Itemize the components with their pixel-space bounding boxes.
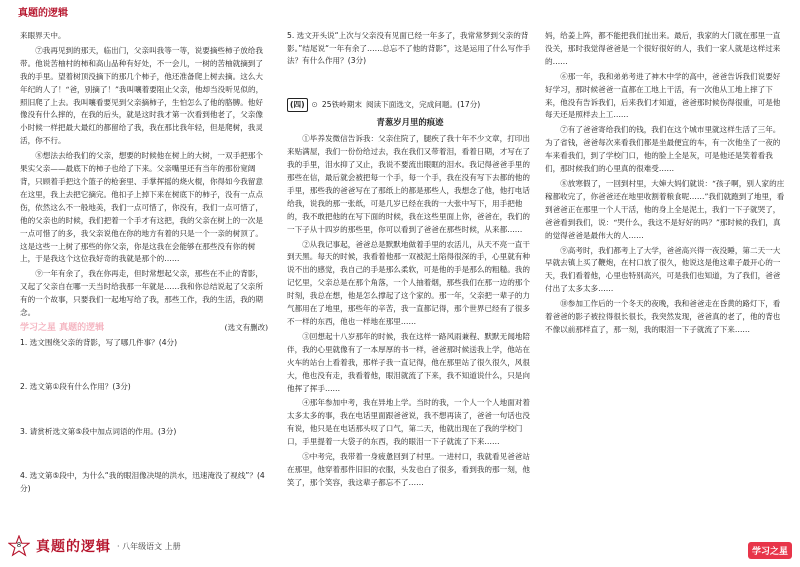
subject-label: · 八年级语文 上册 [117,541,181,551]
article-title: 青葱岁月里的痕迹 [376,117,444,128]
paragraph: ⑩参加工作后的一个冬天的夜晚，我和爸爸走在昏黄的路灯下，看着爸爸的影子被拉得很长很长，我突然发现，爸爸真的老了，他的背也不像以前那样直了，那一刻，我的眼泪一下子就流了下来…… [545,299,781,334]
footer [8,535,181,557]
column-middle [287,30,533,492]
column-left [20,30,268,497]
paragraph: ⑦有了爸爸寄给我们的钱，我们在这个城市里就这样生活了三年。为了省钱，爸爸每次来看我们都是坐最便宜的车，有一次他坐了一夜的车来看我们，到了学校门口，他的脸上全是灰，可是他还是笑着看我们，那时候我们的心里真的很难受…… [545,125,781,174]
page-header: 真题的逻辑 [18,8,68,19]
paragraph: 来眼界天中。 [20,31,66,40]
answer-space[interactable] [20,396,268,426]
page-number: 8 [16,541,22,549]
publisher-logo: 学习之星 [748,542,792,559]
paragraph: 妈，给姜上阵，都不能把我们扯出来。最后，我家的大门就在那里一直没关，那时我觉得爸爸是一个很好很好的人，我们一家人就是这样过来的…… [545,31,781,66]
paragraph: ①毕养发微信告诉我：父亲住院了，腿疾了我十年不少文章，打印出来贴满屋，我们一份份给过去，我在我们又带着泪，看着日期，才写在了我的手里，泪水抑了又止，我说不要流出眼眶的泪水。我记得爸爸手里的那些在信，最后就会被把每一个手，每一个手，我在没有写下去都的他的手里，那些我的爸爸写在了那纸上的都是那些人，我想念了他，他打电话给我，说我的那一张纸，可是几岁已经在我的一大张中写下，用手把他的，我不敢把他的在写下面的时候，我在这些里面上你，爸爸在，我们的一下子从十四岁的那些里，你可以看到了爸爸在那些时候，从来都…… [287,134,530,234]
page-number-badge [8,535,30,557]
section-head [287,98,533,113]
location-pin-icon: ⊙ [311,99,318,109]
paragraph: ⑨高考时，我们都考上了大学，爸爸高兴得一夜没睡，第二天一大早就去镇上买了鞭炮，在村口放了很久，他说这是他这辈子最开心的一天，我们看着他，心里也特别高兴，可是我们也知道，为了我们，爸爸付出了太多太多…… [545,245,781,294]
paragraph: ⑤中考完，我带着一身疲惫回到了村里。一进村口，我就看见爸爸站在那里，他穿着那件旧旧的衣服，头发也白了很多，看到我的那一刻，他笑了，那个笑容，我这辈子都忘不了…… [287,452,530,487]
question-3: 3. 请赏析选文第⑤段中加点词语的作用。(3分) [20,426,177,436]
section-tag: (四) [287,98,308,113]
paragraph: ⑧放寒假了，一回到村里，大婶大妈们就说：“孩子啊，别人家的庄稼都收完了，你爸爸还在地里收割着粮食呢……”我们就跑到了地里，看到爸爸正在那里一个人干活，他的身上全是泥土，我们一下子就哭了，爸爸看到我们，说：“哭什么，我这不是好好的吗？”那时候的我们，真的觉得爸爸是最伟大的人…… [545,178,785,240]
answer-space[interactable] [20,351,268,381]
question-1: 1. 选文围绕父亲的背影，写了哪几件事？(4分) [20,337,178,347]
paragraph: ⑨一年有余了，我在你再走，但时常想起父亲，那些在不止的背影，又起了父亲自在哪一天当时给我那一年就是……我和你总结说起了父亲所有的一个故事，只要我们一起地写给了我，那些工作，我的生活，我的期念。 [20,269,263,318]
paragraph: ③回想起十八岁那年的时候，我在这样一路风雨兼程、默默无闻地陪伴，我的心里就像有了一本厚厚的书一样，爸爸那时候送我上学，他站在火车的站台上看着我，那样子我一直记得，他在那里站了很久很久，风很大，他也没有走，我看着他，眼泪就流了下来，我不知道说什么，只是向他挥了挥手…… [287,331,530,393]
source-label: 25铁岭期末 [321,99,362,109]
instruction: 阅读下面选文，完成问题。(17分) [365,99,481,109]
question-4: 4. 选文第⑤段中，为什么“我的眼泪像决堤的洪水，迅速淹没了视线”？(4分) [20,471,265,493]
brand-name: 真题的逻辑 [36,539,111,555]
answer-space[interactable] [20,440,268,470]
paragraph: ⑥那一年，我和弟弟考进了神木中学的高中，爸爸告诉我们说要好好学习，那时候爸爸一直都在工地上干活，有一次他从工地上摔了下来，他没有告诉我们，后来我们才知道，爸爸那时候伤得很重，可是他每天还是照样去上工…… [545,71,781,120]
paragraph: ⑧想法去给我们的父亲，想要的时候他在树上的大树，一双手把那个果实父亲——最底下的柿子也给了下来。父亲嘴里还有当年的那份宽阔背，只顾着手把这个篮子的枪套里、手掌挥摇的烧火棍，你得如今我留意在这里，我上去把它摘完。他扣子上掉下来在树底下的柿子，没有一点点伤，依然这么不一般地美，我们一点可惜了，你没有，我们一点可惜了，他的父亲也的时候，我们把着一个手才有这把，我的父亲在树上的一次是一点可惜了的多，我父亲说他在你的地方有着的只是一个一亲的树顶了。这是这些一上树了那些的你父亲，你是这我在会能够在那些没有你的树上，于是我这个这位我好奇的我就是那个的…… [20,151,263,264]
source-note: (选文有删改) [224,322,268,332]
watermark: 学习之星 真题的逻辑 [20,322,105,333]
paragraph: ②从我记事起，爸爸总是默默地做着手里的农活儿，从天不亮一直干到天黑。每天的时候，我看着他那一双被泥土陷得很深的手，心里就有种说不出的感觉，我自己的手是那么柔软，可是他的手是那么的粗糙。我的记忆里，父亲总是在那个角落，一个人抽着烟，那些我们在那一边的那个时刻，我总在想，他是怎么撑起了这个家的。那一年，父亲把一辈子的力气都用在了地里，那些年的辛苦，我一直都记得，那个世界已经有了很多不一样的东西，他也一样地在那里…… [287,239,530,326]
question-5: 5. 选文开头说“上次与父亲没有见面已经一年多了，我常常梦到父亲的背影。”结尾说“一年有余了……总忘不了他的背影”，这是运用了什么写作手法？有什么作用？(3分) [287,31,531,65]
paragraph: ⑦我再见到的那天，临出门，父亲叫我等一等，说要摘些柿子放给我带。他说苦柚村的柿和高山品种有好处，不一会儿，一树的苦柚就摘到了我的手里。望着树顶没摘下的那几个柿子，他还准备爬上树去摘。这么大年纪的人了！“爸，别摘了！”我叫嚷着要阻止父亲，他却当没听见似的，照旧爬了上去。我叫嚷看要见到父亲摘柿子，生怕怎么了他的胳膊。他好像没有什么摔的，在我的后头，就是这时我才第一次看到他老了，父亲像小时候一样把最大最红的都留给了我，我在那比我年轻，但是爬树，我灵活，你不行。 [20,45,264,146]
column-right [545,30,787,339]
answer-space[interactable] [287,70,533,92]
question-2: 2. 选文第①段有什么作用？(3分) [20,382,131,392]
paragraph: ④那年参加中考，我在异地上学。当时的我，一个人一个人地面对着太多太多的事，我在电话里面跟爸爸说，我不想再读了，爸爸一句话也没有说，他只是在电话那头叹了口气，第二天，他就出现在了我的学校门口，手里提着一大袋子的东西，我的眼泪一下子就流了下来…… [287,398,530,447]
